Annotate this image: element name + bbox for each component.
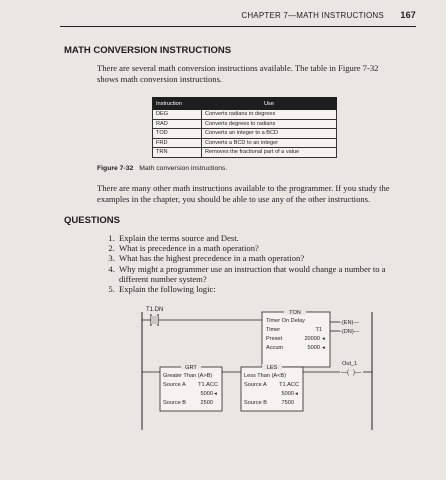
instruction-title: GRT bbox=[185, 365, 197, 371]
section-heading: MATH CONVERSION INSTRUCTIONS bbox=[64, 45, 232, 56]
table-cell: Removes the fractional part of a value bbox=[202, 148, 337, 158]
coil-icon: )— bbox=[353, 370, 361, 376]
question-item: 3. What has the highest precedence in a math operation? bbox=[117, 253, 417, 263]
grt-instruction-box bbox=[160, 364, 222, 411]
question-item: 1. Explain the terms source and Dest. bbox=[117, 233, 417, 243]
table-cell: TRN bbox=[153, 148, 202, 158]
chapter-title: CHAPTER 7—MATH INSTRUCTIONS bbox=[241, 11, 384, 20]
box-row-label: Accum bbox=[266, 345, 284, 351]
question-item: 5. Explain the following logic: bbox=[117, 284, 417, 294]
arrow-icon: ◂ bbox=[322, 345, 325, 351]
arrow-icon: ◂ bbox=[295, 391, 298, 397]
page-number: 167 bbox=[400, 10, 416, 20]
questions-heading: QUESTIONS bbox=[64, 215, 120, 226]
instruction-title: LES bbox=[266, 365, 278, 371]
contact-highlight bbox=[151, 316, 158, 324]
dn-output-icon: -(DN)— bbox=[340, 329, 360, 335]
coil-label: Out_1 bbox=[342, 361, 358, 367]
figure-label: Figure 7-32 bbox=[97, 165, 134, 172]
table-cell: Converts degrees to radians bbox=[202, 119, 337, 129]
body-paragraph: There are many other math instructions available to the programmer. If you study the examples in the chapter, you should be able to use any of the other instructions. bbox=[97, 183, 390, 204]
table-cell: FRD bbox=[153, 138, 202, 148]
table-cell: RAD bbox=[153, 119, 202, 129]
table-cell: Converts an integer to a BCD bbox=[202, 129, 337, 139]
intro-paragraph: There are several math conversion instructions available. The table in Figure 7-32 shows math conversion instructions. bbox=[97, 63, 379, 84]
arrow-icon: ◂ bbox=[322, 336, 325, 342]
table-cell: Converts radians to degrees bbox=[202, 110, 337, 120]
box-row-label: Timer On Delay bbox=[266, 318, 305, 324]
table-cell: Converts a BCD to an integer bbox=[202, 138, 337, 148]
box-row-value: 20000 bbox=[304, 336, 320, 342]
dn-output-label: DN bbox=[343, 329, 352, 335]
ton-instruction-box bbox=[262, 309, 330, 367]
box-row-value: 5000 bbox=[200, 391, 213, 397]
column-header: Use bbox=[202, 98, 337, 110]
box-row-label: Source A bbox=[163, 382, 186, 388]
box-row-value: T1.ACC bbox=[198, 382, 218, 388]
instruction-title: TON bbox=[289, 310, 301, 316]
box-row-label: Greater Than (A>B) bbox=[163, 373, 213, 379]
box-row-value: 7500 bbox=[281, 400, 294, 406]
box-row-value: 2500 bbox=[200, 400, 213, 406]
box-row-label: Less Than (A<B) bbox=[244, 373, 287, 379]
coil-icon: —( bbox=[341, 370, 349, 376]
box-row-value: T1.ACC bbox=[279, 382, 299, 388]
les-instruction-box bbox=[241, 364, 303, 411]
question-item: 4. Why might a programmer use an instruction that would change a number to a different number system? bbox=[117, 264, 417, 284]
box-row-label: Source A bbox=[244, 382, 267, 388]
table-cell: DEG bbox=[153, 110, 202, 120]
column-header: Instruction bbox=[153, 98, 202, 110]
no-contact bbox=[151, 314, 158, 326]
box-row-label: Source B bbox=[163, 400, 187, 406]
contact-label: T1.DN bbox=[146, 307, 164, 313]
box-row-label: Timer bbox=[266, 327, 281, 333]
box-row-label: Preset bbox=[266, 336, 283, 342]
box-row-value: 5000 bbox=[281, 391, 294, 397]
en-output-label: EN bbox=[343, 320, 352, 326]
figure-caption-text: Math conversion instructions. bbox=[139, 165, 228, 172]
arrow-icon: ◂ bbox=[214, 391, 217, 397]
box-row-label: Source B bbox=[244, 400, 268, 406]
en-output-icon: -(EN)— bbox=[340, 320, 359, 326]
box-row-value: T1 bbox=[315, 327, 322, 333]
table-cell: TOD bbox=[153, 129, 202, 139]
box-row-value: 5000 bbox=[307, 345, 320, 351]
question-item: 2. What is precedence in a math operation? bbox=[117, 243, 417, 253]
